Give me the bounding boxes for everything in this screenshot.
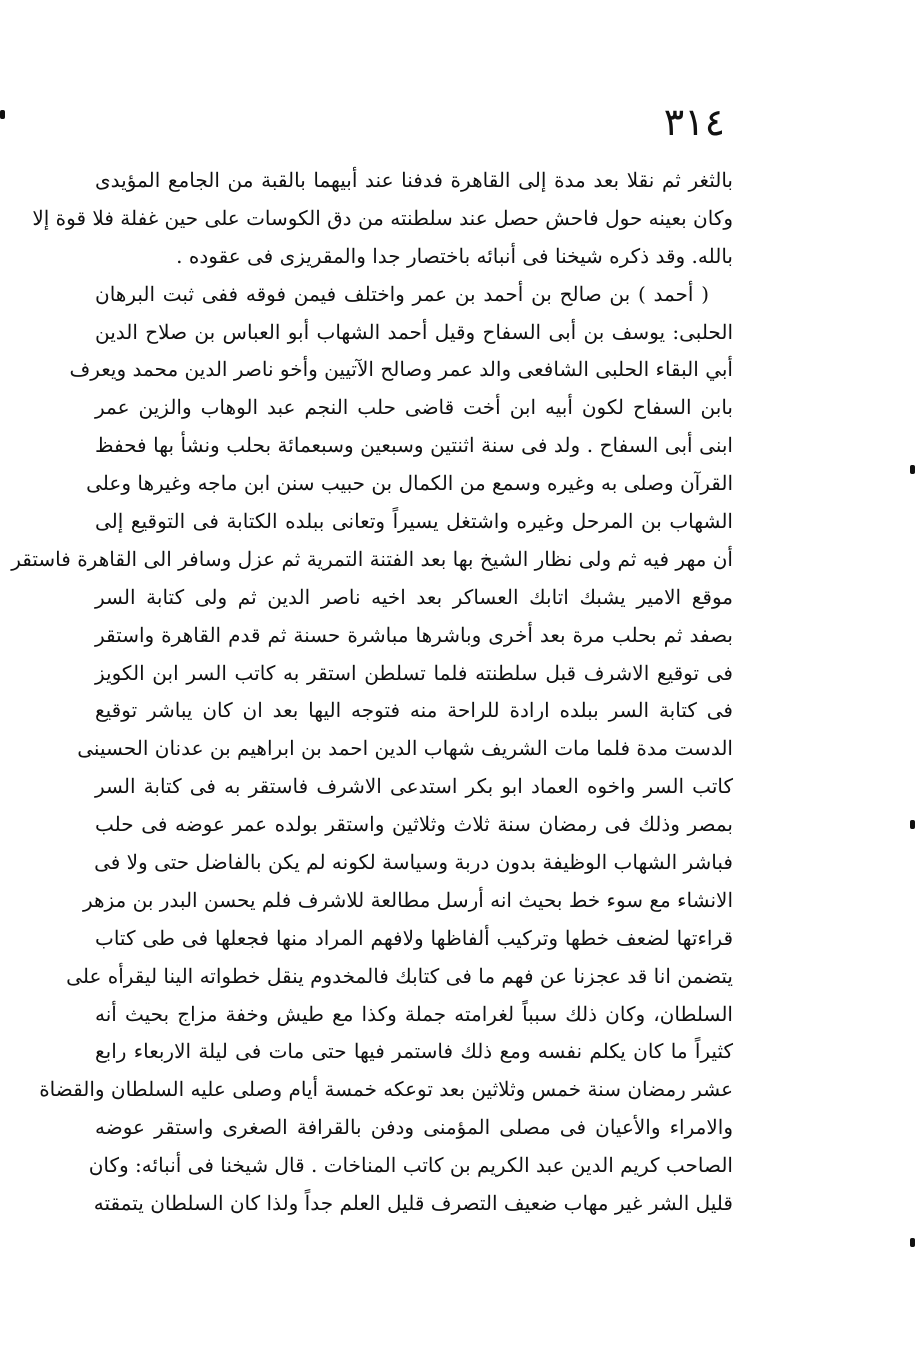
paragraph-continuation [32, 162, 733, 276]
text-line: قليل الشر غير مهاب ضعيف التصرف قليل العلم جداً ولذا كان السلطان يتمقته [93, 1191, 733, 1216]
scan-margin-mark [0, 110, 5, 119]
text-line: والامراء والأعيان فى مصلى المؤمنى ودفن بالقرافة الصغرى واستقر عوضه [95, 1115, 733, 1140]
text-line: فى توقيع الاشرف قبل سلطنته فلما تسلطن استقر به كاتب السر ابن الكويز [95, 660, 733, 685]
body-text [11, 162, 733, 1223]
text-line: القرآن وصلى به وغيره وسمع من الكمال بن حبيب سنن ابن ماجه وغيرها وعلى [86, 471, 733, 496]
text-line: وكان بعينه حول فاحش حصل عند سلطنته من دق الكوسات على حين غفلة فلا قوة إلا [32, 205, 733, 230]
text-line: السلطان، وكان ذلك سبباً لغرامته جملة وكذا مع طيش وخفة مزاج بحيث أنه [95, 1001, 733, 1026]
text-line: يتضمن انا قد عجزنا عن فهم ما فى كتابك فالمخدوم ينقل خطواته الينا ليقرأه على [66, 963, 733, 988]
text-line: الشهاب بن المرحل وغيره واشتغل يسيراً وتعانى ببلده الكتابة فى التوقيع إلى [95, 509, 733, 534]
text-line: فى كتابة السر ببلده ارادة للراحة منه فتوجه اليها بعد ان كان يباشر توقيع [95, 698, 733, 723]
paragraph-biography-ahmad [11, 276, 733, 1223]
scan-margin-mark [910, 465, 915, 474]
text-line: ابنى أبى السفاح . ولد فى سنة اثنتين وسبعين وسبعمائة بحلب ونشأ بها فحفظ [95, 433, 733, 458]
scan-margin-mark [910, 820, 915, 829]
page-number: ٣١٤ [663, 100, 725, 144]
text-line: بابن السفاح لكون أبيه ابن أخت قاضى حلب النجم عبد الوهاب والزين عمر [95, 395, 733, 420]
text-line: الحلبى: يوسف بن أبى السفاح وقيل أحمد الشهاب أبو العباس بن صلاح الدين [95, 319, 733, 344]
text-line: كاتب السر واخوه العماد ابو بكر استدعى الاشرف فاستقر به فى كتابة السر [95, 774, 733, 799]
text-line: موقع الامير يشبك اتابك العساكر بعد اخيه ناصر الدين ثم ولى كتابة السر [95, 584, 733, 609]
text-line: ( أحمد ) بن صالح بن أحمد بن عمر واختلف فيمن فوقه ففى ثبت البرهان [95, 281, 709, 306]
text-line: بمصر وذلك فى رمضان سنة ثلاث وثلاثين واستقر بولده عمر عوضه فى حلب [95, 812, 733, 837]
text-line: الدست مدة فلما مات الشريف شهاب الدين احمد بن ابراهيم بن عدنان الحسينى [77, 736, 733, 761]
text-line: الانشاء مع سوء خط بحيث انه أرسل مطالعة للاشرف فلم يحسن البدر بن مزهر [82, 887, 733, 912]
text-line: فباشر الشهاب الوظيفة بدون دربة وسياسة لكونه لم يكن بالفاضل حتى ولا فى [94, 850, 733, 875]
text-line: بالله. وقد ذكره شيخنا فى أنبائه باختصار جدا والمقريزى فى عقوده . [176, 243, 733, 268]
text-line: بالثغر ثم نقلا بعد مدة إلى القاهرة فدفنا عند أبيهما بالقبة من الجامع المؤيدى [95, 168, 733, 192]
text-line: عشر رمضان سنة خمس وثلاثين بعد توعكه خمسة أيام وصلى عليه السلطان والقضاة [39, 1077, 733, 1102]
scan-margin-mark [910, 1238, 915, 1247]
text-line: قراءتها لضعف خطها وتركيب ألفاظها ولافهم المراد منها فجعلها فى طى كتاب [95, 925, 733, 950]
text-line: الصاحب كريم الدين عبد الكريم بن كاتب المناخات . قال شيخنا فى أنبائه: وكان [88, 1153, 733, 1178]
text-line: أن مهر فيه ثم ولى نظار الشيخ بها بعد الفتنة التمرية ثم عزل وسافر الى القاهرة فاستقر [11, 546, 733, 571]
text-line: بصفد ثم بحلب مرة بعد أخرى وباشرها مباشرة حسنة ثم قدم القاهرة واستقر [95, 622, 733, 647]
text-line: كثيراً ما كان يكلم نفسه ومع ذلك فاستمر فيها حتى مات فى ليلة الاربعاء رابع [95, 1039, 733, 1064]
text-line: أبي البقاء الحلبى الشافعى والد عمر وصالح الآتيين وأخو ناصر الدين محمد ويعرف [69, 357, 733, 382]
